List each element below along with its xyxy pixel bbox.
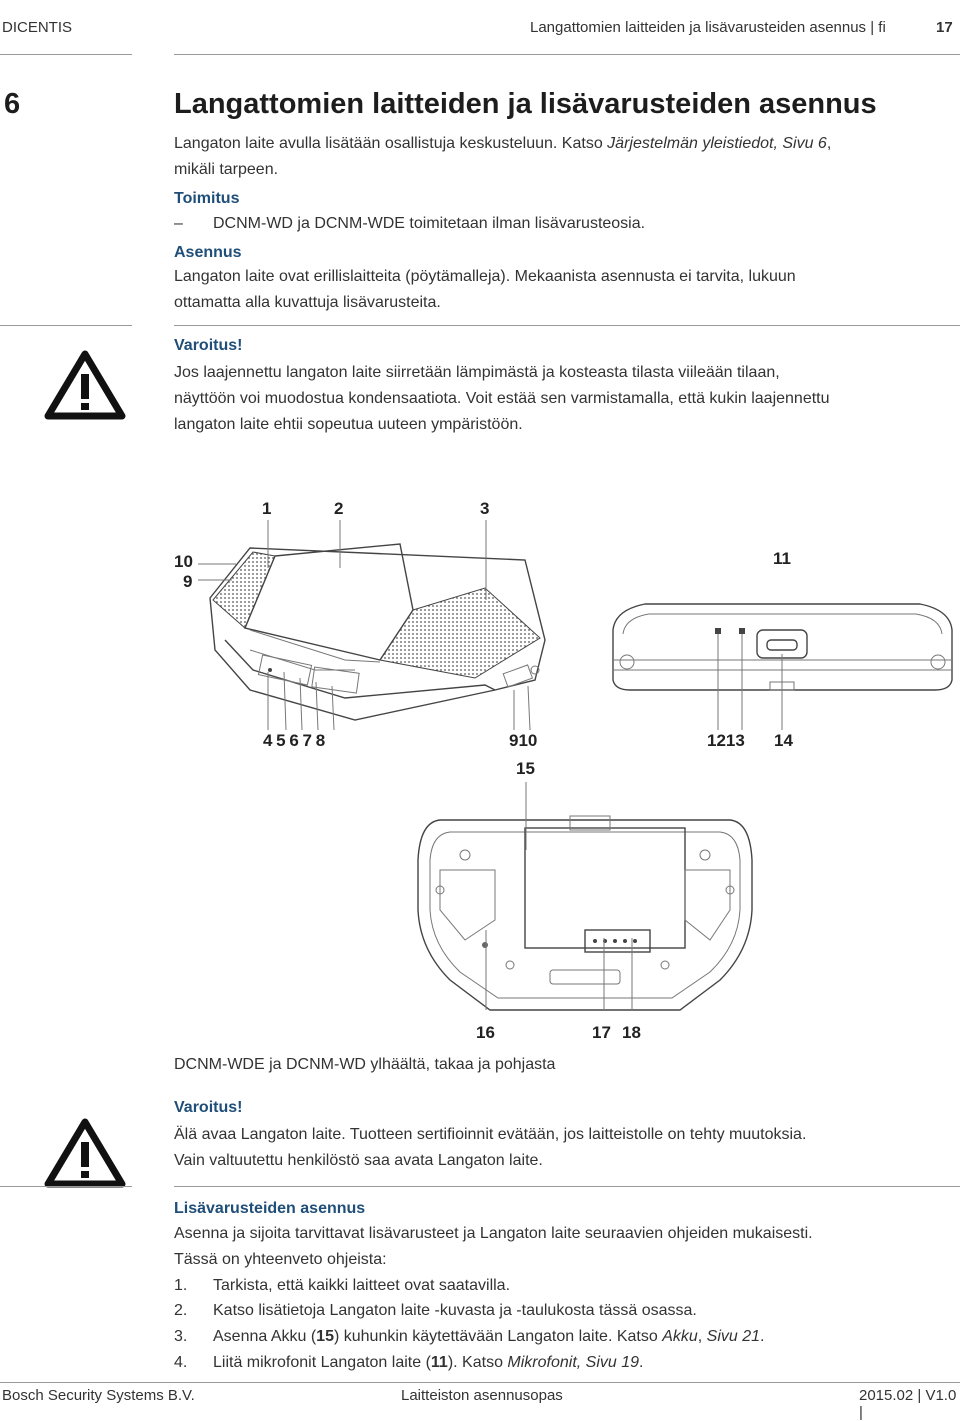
callout-9-top: 9 — [183, 572, 193, 591]
callout-9-10: 910 — [509, 731, 538, 750]
step-text: Tarkista, että kaikki laitteet ovat saatavilla. — [213, 1277, 511, 1294]
warning2-title: Varoitus! — [174, 1099, 243, 1116]
callout-1: 1 — [262, 499, 272, 518]
section-number: 6 — [4, 88, 21, 120]
header-page-number: 17 — [936, 19, 953, 36]
header-rule-left — [0, 54, 132, 55]
warning-triangle-icon — [44, 350, 126, 420]
intro-link[interactable]: Järjestelmän yleistiedot, Sivu 6 — [607, 135, 827, 152]
install-line1: Langaton laite ovat erillislaitteita (pöytämalleja). Mekaanista asennusta ei tarvita, lukuun — [174, 268, 796, 285]
delivery-item: DCNM-WD ja DCNM-WDE toimitetaan ilman lisävarusteosia. — [213, 215, 646, 232]
footer-version: 2015.02 | V1.0 | — [859, 1387, 957, 1421]
callout-3: 3 — [480, 499, 490, 518]
warning1-rule-left — [0, 325, 132, 326]
warning-triangle-icon — [44, 1118, 126, 1188]
accessories-line2: Tässä on yhteenveto ohjeista: — [174, 1251, 387, 1268]
step-text — [213, 1354, 643, 1372]
callout-18: 18 — [622, 1023, 641, 1042]
figure-caption: DCNM-WDE ja DCNM-WD ylhäältä, takaa ja pohjasta — [174, 1056, 556, 1073]
callout-14: 14 — [774, 731, 793, 750]
accessories-paragraph — [174, 1221, 954, 1273]
intro-comma: , — [826, 135, 832, 152]
step-number: 2. — [174, 1302, 188, 1319]
header-title: Langattomien laitteiden ja lisävarusteiden asennus | fi — [530, 19, 886, 36]
warning2-rule-left — [0, 1186, 132, 1187]
install-title: Asennus — [174, 244, 242, 261]
step-text: Katso lisätietoja Langaton laite -kuvasta ja -taulukosta tässä osassa. — [213, 1302, 697, 1319]
header-rule-right — [174, 54, 960, 55]
warning2-line2: Vain valtuutettu henkilöstö saa avata Langaton laite. — [174, 1152, 543, 1169]
step-ref-bold: 11 — [430, 1354, 448, 1371]
warning1-line1: Jos laajennettu langaton laite siirretään lämpimästä ja kosteasta tilasta viileään tilaan, — [174, 364, 780, 381]
accessories-line1: Asenna ja sijoita tarvittavat lisävarusteet ja Langaton laite seuraavien ohjeiden mukaisesti. — [174, 1225, 813, 1242]
warning1-title: Varoitus! — [174, 337, 243, 354]
step-number: 3. — [174, 1328, 188, 1345]
callout-17: 17 — [592, 1023, 611, 1042]
warning2-rule-right — [174, 1186, 960, 1187]
callout-10-top: 10 — [174, 552, 193, 571]
intro-paragraph — [174, 131, 954, 183]
step-text — [213, 1328, 764, 1346]
step-text-part: Asenna Akku ( — [213, 1328, 317, 1345]
install-paragraph — [174, 264, 954, 316]
step-link[interactable]: Akku — [662, 1328, 698, 1345]
callout-16: 16 — [476, 1023, 495, 1042]
callout-15: 15 — [516, 759, 535, 778]
step-text-part: . — [760, 1328, 765, 1345]
step-text-part: . — [639, 1354, 644, 1371]
step-link[interactable]: Mikrofonit, Sivu 19 — [507, 1354, 640, 1371]
footer-rule — [0, 1382, 960, 1383]
callout-2: 2 — [334, 499, 344, 518]
section-title: Langattomien laitteiden ja lisävarusteiden asennus — [174, 88, 877, 120]
step-ref-bold: 15 — [316, 1328, 334, 1345]
header-brand: DICENTIS — [2, 19, 73, 36]
warning1-text — [174, 360, 954, 438]
step-number: 4. — [174, 1354, 188, 1371]
footer-doc: Laitteiston asennusopas — [401, 1387, 563, 1404]
callout-11: 11 — [773, 549, 791, 568]
delivery-title: Toimitus — [174, 190, 240, 207]
intro-text: Langaton laite avulla lisätään osallistuja keskusteluun. Katso — [174, 135, 608, 152]
warning1-rule-right — [174, 325, 960, 326]
warning2-text — [174, 1122, 954, 1174]
step-text-part: , — [697, 1328, 707, 1345]
step-text-part: ) kuhunkin käytettävään Langaton laite. Katso — [333, 1328, 663, 1345]
callout-4-to-8: 4 5 6 7 8 — [263, 731, 326, 750]
warning2-line1: Älä avaa Langaton laite. Tuotteen sertifioinnit evätään, jos laitteistolle on tehty muutoksia. — [174, 1126, 807, 1143]
step-number: 1. — [174, 1277, 188, 1294]
step-text-part: Liitä mikrofonit Langaton laite ( — [213, 1354, 431, 1371]
install-line2: ottamatta alla kuvattuja lisävarusteita. — [174, 294, 441, 311]
intro-line2: mikäli tarpeen. — [174, 161, 279, 178]
warning1-line2: näyttöön voi muodostua kondensaatiota. Voit estää sen varmistamalla, että kukin laajennettu — [174, 390, 830, 407]
callout-12-13: 1213 — [707, 731, 745, 750]
warning1-line3: langaton laite ehtii sopeutua uuteen ympäristöön. — [174, 416, 523, 433]
footer-company: Bosch Security Systems B.V. — [2, 1387, 195, 1404]
delivery-dash: – — [174, 215, 183, 232]
callout-leader-lines — [0, 490, 960, 1010]
step-text-part: ). Katso — [447, 1354, 508, 1371]
step-link[interactable]: Sivu 21 — [706, 1328, 761, 1345]
accessories-title: Lisävarusteiden asennus — [174, 1200, 366, 1217]
